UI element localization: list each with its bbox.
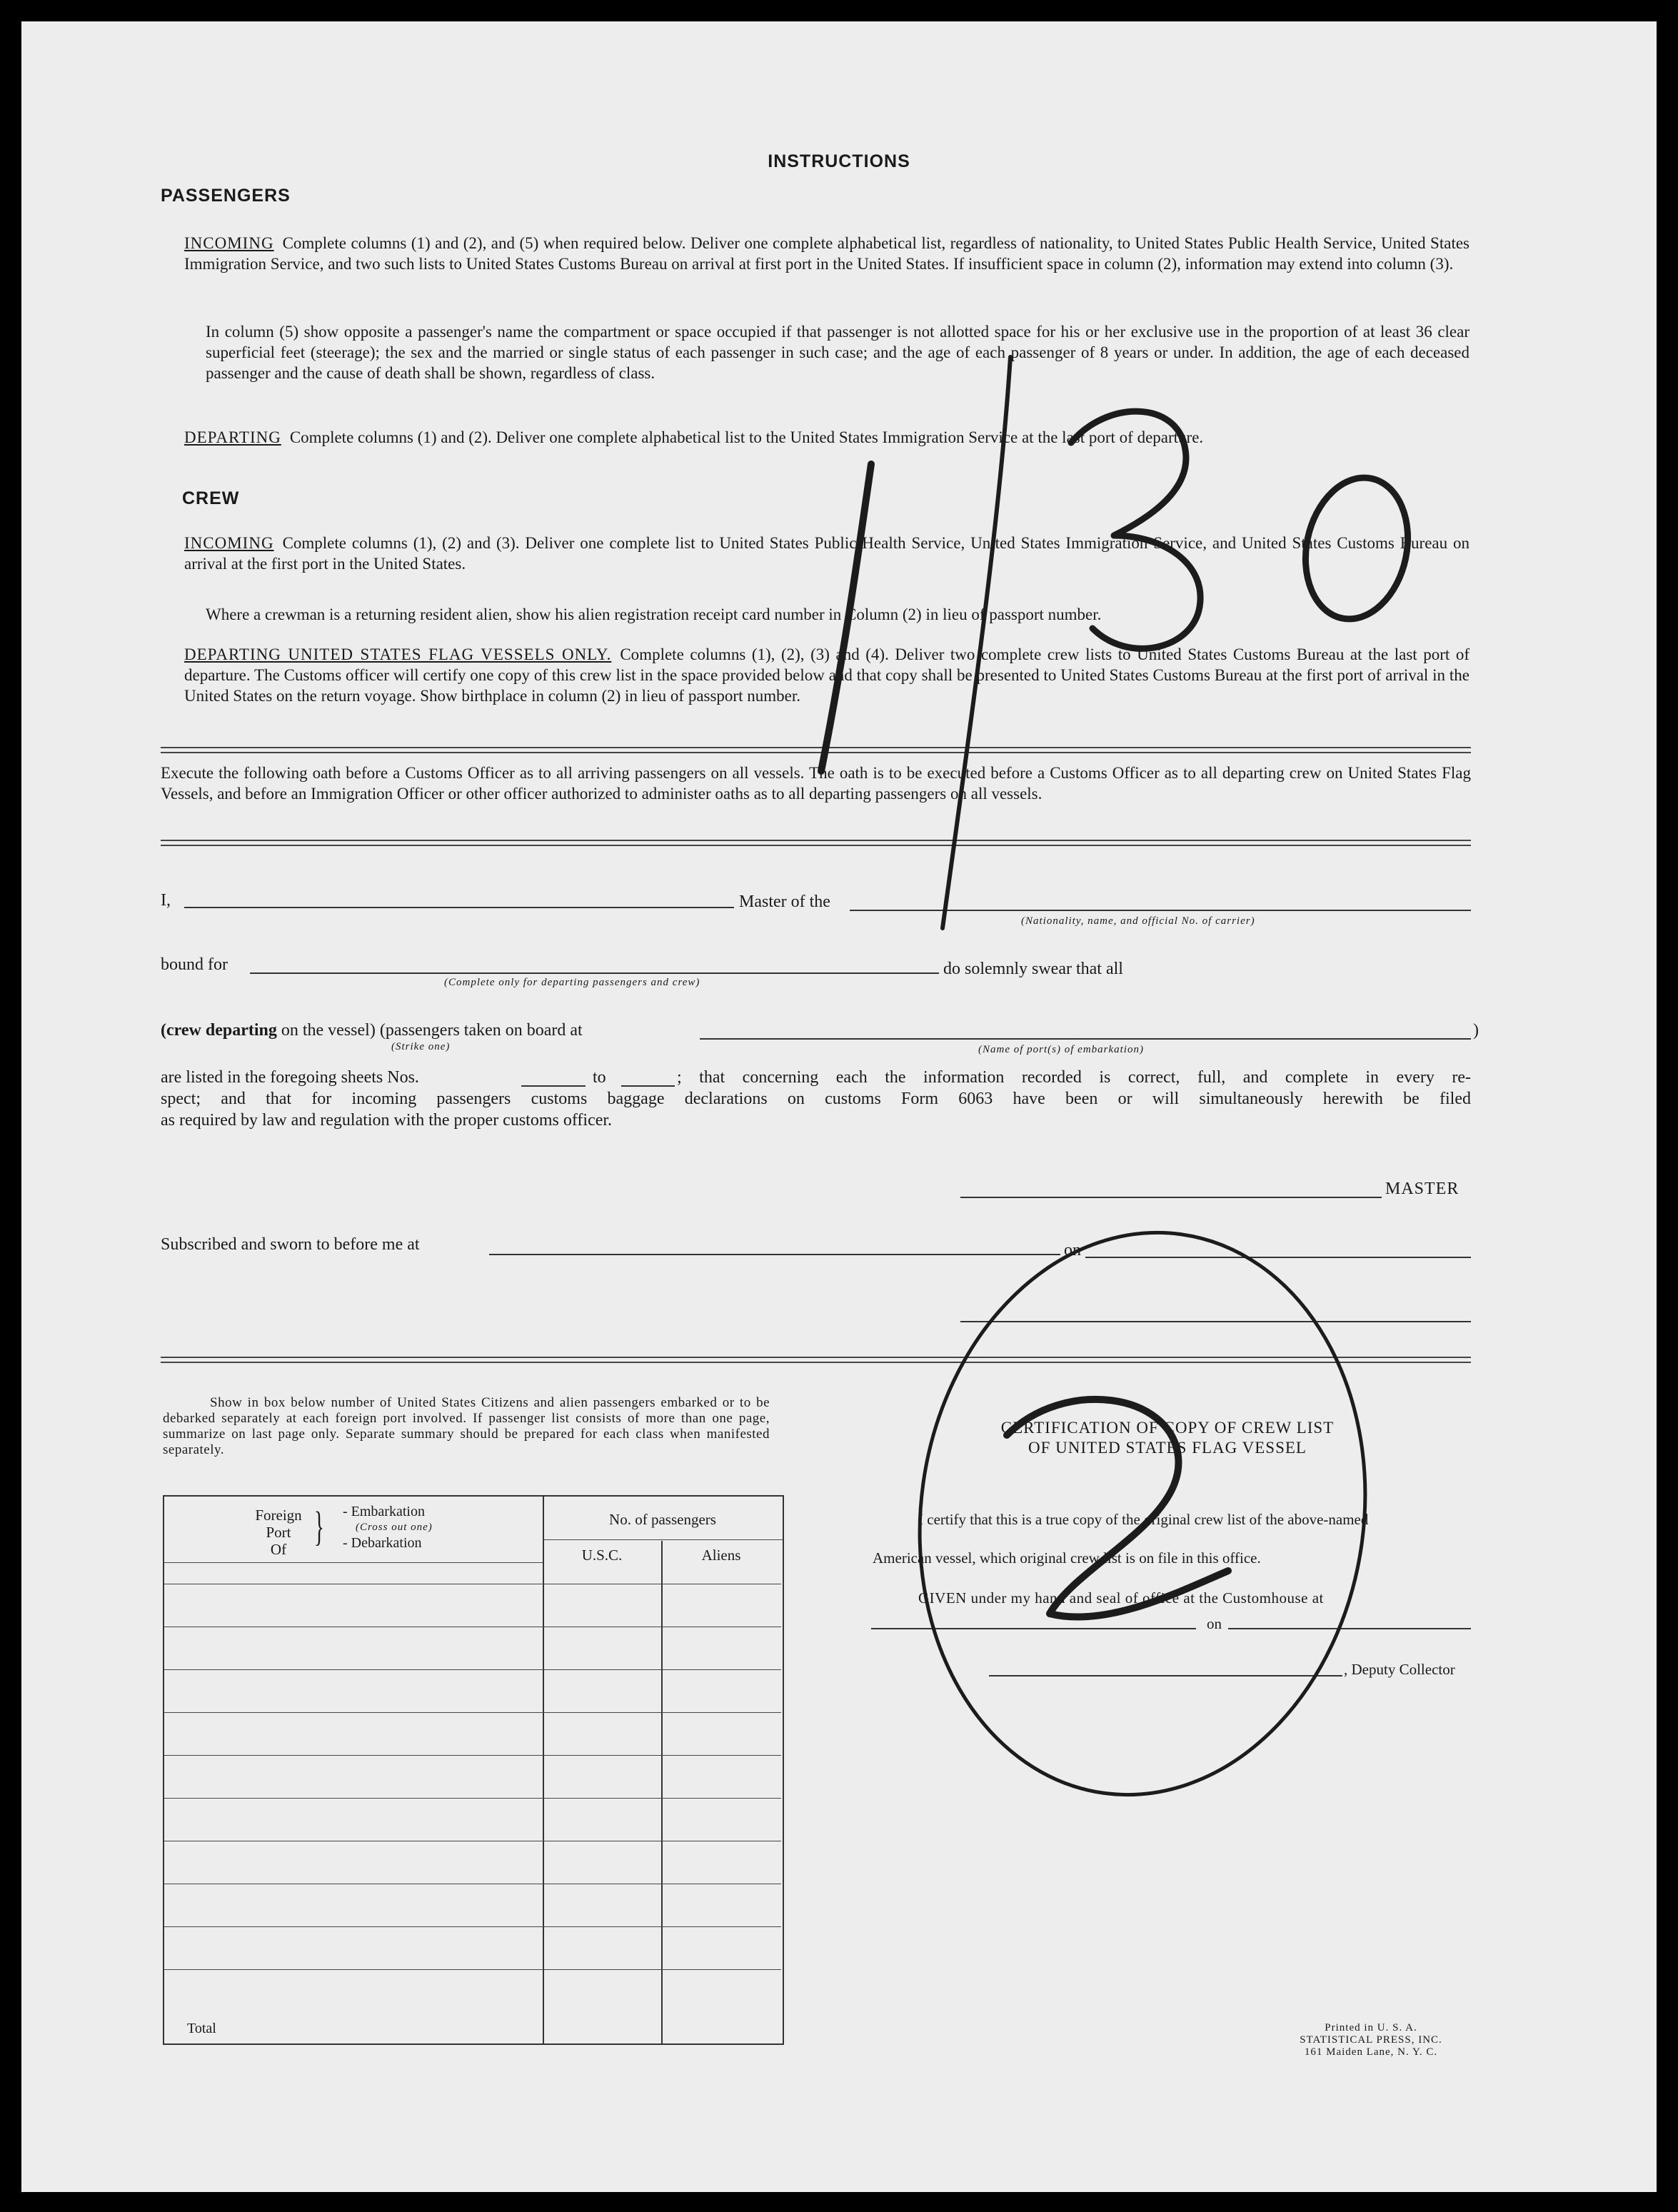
handwritten-slash-stroke (943, 357, 1010, 928)
form-page (21, 21, 1657, 2192)
certification-on-label: on (1207, 1615, 1222, 1632)
bound-for-label: bound for (161, 955, 228, 974)
oath-i-label: I, (161, 891, 171, 910)
passengers-departing-text: Complete columns (1) and (2). Deliver one complete alphabetical list to the United States Immigration Service at the last port of departure. (289, 428, 1204, 446)
handwritten-annotations (21, 21, 1657, 2192)
crew-departing-text: Complete columns (1), (2), (3) and (4). Deliver two complete crew lists to United States Customs Bureau at the last port of departure. The Customs officer will certify one copy of this crew list in the space provided below and that copy shall be presented to United States Customs Bureau at the first port of arrival in the United States on the return voyage. Show birthplace in column (2) in lieu of passport number. (184, 645, 1470, 705)
crew-returning-alien-paragraph: Where a crewman is a returning resident alien, show his alien registration receipt card number in Column (2) in lieu of passport number. (206, 605, 1102, 623)
aliens-column-header: Aliens (701, 1547, 741, 1564)
passengers-departing-label: DEPARTING (184, 428, 281, 446)
deputy-collector-label: , Deputy Collector (1344, 1661, 1455, 1678)
sheets-nos-label: are listed in the foregoing sheets Nos. (161, 1068, 419, 1087)
subscribed-sworn-label: Subscribed and sworn to before me at (161, 1235, 420, 1254)
handwritten-one-stroke (821, 464, 871, 771)
sheets-to-label: to (593, 1068, 606, 1087)
section-heading-crew: CREW (182, 488, 240, 508)
no-of-passengers-header: No. of passengers (609, 1511, 716, 1528)
header-line-port: Port (266, 1524, 291, 1541)
handwritten-three-stroke (1071, 411, 1200, 648)
carrier-field-caption: (Nationality, name, and official No. of carrier) (1021, 915, 1255, 927)
closing-paren: ) (1473, 1021, 1479, 1040)
page-title: INSTRUCTIONS (768, 151, 910, 171)
cross-out-caption: (Cross out one) (356, 1522, 433, 1533)
printer-line3: 161 Maiden Lane, N. Y. C. (1304, 2046, 1438, 2058)
total-label: Total (187, 2021, 216, 2036)
handwritten-two-stroke (1007, 1399, 1228, 1617)
master-signature-label: MASTER (1385, 1180, 1460, 1198)
printer-line2: STATISTICAL PRESS, INC. (1300, 2034, 1442, 2046)
passengers-incoming-text: Complete columns (1) and (2), and (5) when required below. Deliver one complete alphabetical list, regardless of nationality, to United States Public Health Service, United States Immigration Service, and two such lists to United States Customs Bureau on arrival at first port in the United States. If insufficient space in column (2), information may extend into column (3). (184, 234, 1469, 273)
handwritten-circle-stroke (884, 1204, 1401, 1824)
oath-statement-line2: spect; and that for incoming passengers customs baggage declarations on customs Form 6063 have been or will simultaneously herewith be filed (161, 1090, 1471, 1108)
summary-instruction-paragraph: Show in box below number of United States Citizens and alien passengers embarked or to be debarked separately at each foreign port involved. If passenger list consists of more than one page, summarize on last page only. Separate summary should be prepared for each class when manifested separately. (163, 1395, 770, 1457)
passengers-column5-paragraph: In column (5) show opposite a passenger's name the compartment or space occupied if that passenger is not allotted space for his or her exclusive use in the proportion of at least 36 clear superficial feet (steerage); the sex and the married or single status of each passenger in such case; and the age of each passenger of 8 years or under. In addition, the age of each deceased passenger and the cause of death shall be shown, regardless of class. (206, 323, 1469, 382)
brace-icon: } (314, 1503, 324, 1549)
certification-title-line2: OF UNITED STATES FLAG VESSEL (1028, 1439, 1307, 1457)
crew-incoming-label: INCOMING (184, 534, 274, 552)
embarkation-caption: (Name of port(s) of embarkation) (978, 1044, 1144, 1055)
oath-instruction-paragraph: Execute the following oath before a Customs Officer as to all arriving passengers on all vessels. The oath is to be executed before a Customs Officer as to all departing crew on United States Flag Vessels, and before an Immigration Officer or other officer authorized to administer oaths as to all departing passengers on all vessels. (161, 764, 1471, 803)
debarkation-option: - Debarkation (343, 1535, 422, 1551)
crew-incoming-text: Complete columns (1), (2) and (3). Deliver one complete list to United States Public Health Service, United States Immigration Service, and United States Customs Bureau on arrival at the first port in the United States. (184, 534, 1469, 573)
master-of-the-label: Master of the (739, 893, 830, 911)
swear-text: do solemnly swear that all (943, 960, 1123, 978)
certify-line2: American vessel, which original crew list is on file in this office. (873, 1549, 1261, 1567)
usc-column-header: U.S.C. (581, 1547, 623, 1564)
passengers-incoming-label: INCOMING (184, 234, 274, 252)
on-the-vessel-text: on the vessel) (passengers taken on board at (276, 1021, 583, 1040)
oath-statement-line3: as required by law and regulation with the proper customs officer. (161, 1111, 613, 1130)
certification-title-line1: CERTIFICATION OF COPY OF CREW LIST (1000, 1419, 1335, 1437)
crew-departing-bold: (crew departing (161, 1021, 277, 1040)
bound-for-caption: (Complete only for departing passengers and crew) (444, 977, 700, 988)
header-line-foreign: Foreign (255, 1507, 302, 1524)
crew-departing-label: DEPARTING UNITED STATES FLAG VESSELS ONLY. (184, 645, 612, 663)
handwritten-zero-stroke (1293, 468, 1421, 629)
section-heading-passengers: PASSENGERS (161, 186, 291, 206)
oath-statement-line1: ; that concerning each the information recorded is correct, full, and complete in every re- (677, 1068, 1471, 1087)
given-under-line: GIVEN under my hand and seal of office at the Customhouse at (918, 1589, 1324, 1607)
printer-line1: Printed in U. S. A. (1325, 2022, 1417, 2033)
certify-line1: I certify that this is a true copy of the original crew list of the above-named (918, 1511, 1369, 1528)
header-line-of: Of (270, 1541, 287, 1558)
strike-one-caption: (Strike one) (391, 1041, 451, 1052)
embarkation-option: - Embarkation (343, 1504, 425, 1519)
sworn-on-label: on (1064, 1241, 1081, 1260)
